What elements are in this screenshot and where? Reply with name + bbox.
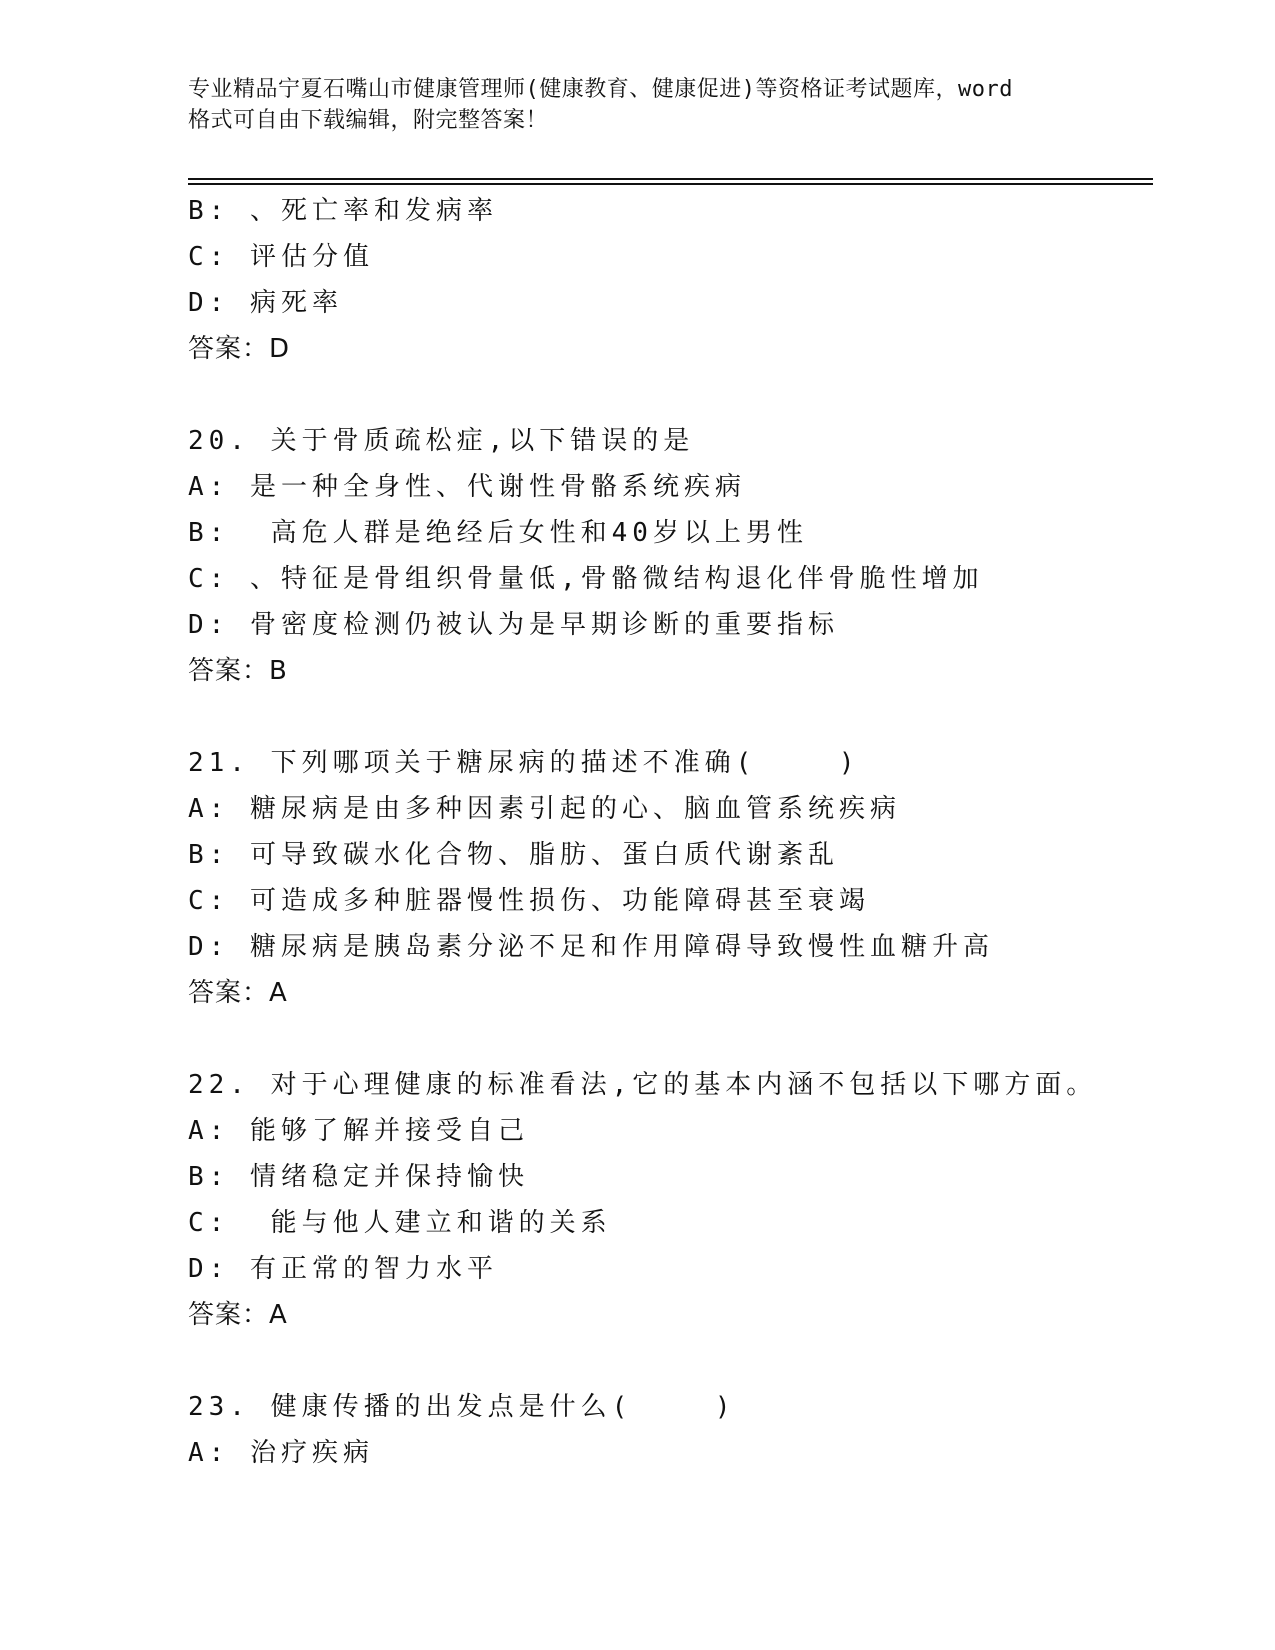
option-b: B: 情绪稳定并保持愉快 xyxy=(188,1162,529,1192)
option-a: A: 是一种全身性、代谢性骨骼系统疾病 xyxy=(188,472,746,502)
spacer xyxy=(188,1338,1153,1384)
option-d: D: 有正常的智力水平 xyxy=(188,1254,498,1284)
question-23 xyxy=(188,1384,1153,1476)
option-c: C: 评估分值 xyxy=(188,242,374,272)
question-stem: 22. 对于心理健康的标准看法,它的基本内涵不包括以下哪方面。 xyxy=(188,1070,1098,1100)
answer-line: 答案：D xyxy=(188,334,291,364)
spacer xyxy=(188,694,1153,740)
question-19-partial xyxy=(188,188,1153,372)
document-body xyxy=(188,188,1153,1476)
answer-line: 答案：A xyxy=(188,1300,288,1330)
option-a: A: 能够了解并接受自己 xyxy=(188,1116,529,1146)
option-c: C: 能与他人建立和谐的关系 xyxy=(188,1208,612,1238)
spacer xyxy=(188,372,1153,418)
question-21 xyxy=(188,740,1153,1016)
option-c: C: 、特征是骨组织骨量低,骨骼微结构退化伴骨脆性增加 xyxy=(188,564,984,594)
option-a: A: 治疗疾病 xyxy=(188,1438,374,1468)
question-stem: 21. 下列哪项关于糖尿病的描述不准确( ) xyxy=(188,748,860,778)
header-line-1: 专业精品宁夏石嘴山市健康管理师(健康教育、健康促进)等资格证考试题库，word xyxy=(188,77,1013,102)
spacer xyxy=(188,1016,1153,1062)
question-stem: 20. 关于骨质疏松症,以下错误的是 xyxy=(188,426,695,456)
header-line-2: 格式可自由下载编辑，附完整答案！ xyxy=(188,108,549,133)
option-d: D: 糖尿病是胰岛素分泌不足和作用障碍导致慢性血糖升高 xyxy=(188,932,994,962)
option-d: D: 骨密度检测仍被认为是早期诊断的重要指标 xyxy=(188,610,839,640)
header-divider-bottom xyxy=(188,183,1153,185)
option-b: B: 可导致碳水化合物、脂肪、蛋白质代谢紊乱 xyxy=(188,840,839,870)
option-c: C: 可造成多种脏器慢性损伤、功能障碍甚至衰竭 xyxy=(188,886,870,916)
option-d: D: 病死率 xyxy=(188,288,343,318)
question-20 xyxy=(188,418,1153,694)
answer-line: 答案：A xyxy=(188,978,288,1008)
option-a: A: 糖尿病是由多种因素引起的心、脑血管系统疾病 xyxy=(188,794,901,824)
option-b: B: 、死亡率和发病率 xyxy=(188,196,498,226)
option-b: B: 高危人群是绝经后女性和40岁以上男性 xyxy=(188,518,808,548)
answer-line: 答案：B xyxy=(188,656,288,686)
question-stem: 23. 健康传播的出发点是什么( ) xyxy=(188,1392,736,1422)
header-divider-top xyxy=(188,178,1153,180)
document-header xyxy=(188,74,1088,136)
question-22 xyxy=(188,1062,1153,1338)
